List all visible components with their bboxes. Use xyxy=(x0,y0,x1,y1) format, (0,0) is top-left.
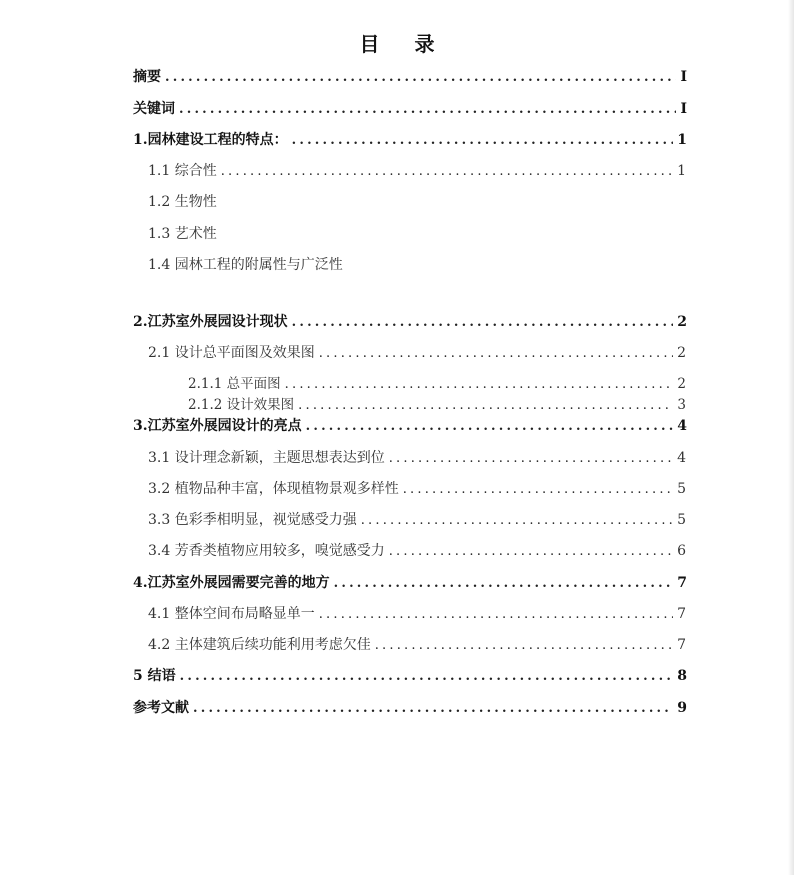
toc-entry-page: 8 xyxy=(677,668,687,684)
toc-entry-page: 7 xyxy=(677,606,686,622)
toc-entry-section-3-3 xyxy=(148,510,686,530)
toc-leader-dots xyxy=(180,667,674,687)
toc-entry-page: 3 xyxy=(677,397,686,413)
toc-entry-label: 3.2 植物品种丰富，体现植物景观多样性 xyxy=(148,481,399,497)
toc-entry-section-1-4 xyxy=(148,255,686,275)
toc-entry-page: 4 xyxy=(677,450,686,466)
toc-entry-page: 7 xyxy=(677,637,686,653)
toc-leader-dots xyxy=(193,699,673,719)
toc-entry-section-2-1-1 xyxy=(188,374,686,394)
toc-entry-label: 2.1 设计总平面图及效果图 xyxy=(148,345,315,361)
toc-entry-chapter-3 xyxy=(133,416,687,436)
toc-entry-section-3-4 xyxy=(148,541,686,561)
toc-entry-label: 3.江苏室外展园设计的亮点 xyxy=(133,418,302,434)
toc-entry-section-4-1 xyxy=(148,604,686,624)
toc-entry-page: 4 xyxy=(677,418,687,434)
toc-leader-dots xyxy=(375,636,673,656)
toc-entry-page: 1 xyxy=(677,163,686,179)
toc-entry-label: 1.园林建设工程的特点： xyxy=(133,132,288,148)
toc-leader-dots xyxy=(179,100,676,120)
toc-entry-page: 9 xyxy=(677,700,687,716)
page-title: 目 录 xyxy=(359,32,449,56)
toc-entry-label: 4.2 主体建筑后续功能利用考虑欠佳 xyxy=(148,637,371,653)
toc-entry-label: 2.江苏室外展园设计现状 xyxy=(133,314,288,330)
toc-entry-label: 2.1.1 总平面图 xyxy=(188,376,281,392)
toc-leader-dots xyxy=(403,480,673,500)
toc-entry-page: 1 xyxy=(677,132,687,148)
toc-entry-chapter-5 xyxy=(133,666,687,686)
toc-leader-dots xyxy=(292,313,674,333)
toc-entry-chapter-4 xyxy=(133,573,687,593)
toc-leader-dots xyxy=(221,162,673,182)
toc-leader-dots xyxy=(285,375,674,395)
toc-entry-page: 6 xyxy=(677,543,686,559)
toc-entry-page: I xyxy=(680,69,687,85)
toc-leader-dots xyxy=(165,68,676,88)
toc-entry-label: 1.2 生物性 xyxy=(148,194,217,210)
toc-entry-label: 3.3 色彩季相明显，视觉感受力强 xyxy=(148,512,357,528)
toc-entry-label: 2.1.2 设计效果图 xyxy=(188,397,295,413)
toc-entry-section-1-3 xyxy=(148,224,686,244)
toc-entry-page: 2 xyxy=(677,314,687,330)
toc-entry-section-4-2 xyxy=(148,635,686,655)
toc-entry-label: 3.1 设计理念新颖，主题思想表达到位 xyxy=(148,450,385,466)
toc-leader-dots xyxy=(389,449,673,469)
toc-entry-section-2-1 xyxy=(148,343,686,363)
toc-entry-section-1-1 xyxy=(148,161,686,181)
toc-entry-chapter-1 xyxy=(133,130,687,150)
toc-entry-references xyxy=(133,698,687,718)
toc-leader-dots xyxy=(334,574,674,594)
toc-leader-dots xyxy=(298,396,673,416)
toc-entry-label: 4.江苏室外展园需要完善的地方 xyxy=(133,575,330,591)
toc-entry-section-3-2 xyxy=(148,479,686,499)
toc-entry-page: I xyxy=(680,101,687,117)
toc-entry-page: 5 xyxy=(677,481,686,497)
toc-entry-label: 摘要 xyxy=(133,69,161,85)
toc-entry-label: 关键词 xyxy=(133,101,175,117)
toc-entry-chapter-2 xyxy=(133,312,687,332)
toc-entry-label: 1.4 园林工程的附属性与广泛性 xyxy=(148,257,343,273)
toc-leader-dots xyxy=(292,131,674,151)
toc-entry-page: 2 xyxy=(677,376,686,392)
toc-leader-dots xyxy=(361,511,673,531)
toc-entry-section-3-1 xyxy=(148,448,686,468)
toc-entry-page: 2 xyxy=(677,345,686,361)
toc-entry-section-1-2 xyxy=(148,192,686,212)
toc-leader-dots xyxy=(389,542,673,562)
toc-entry-label: 5 结语 xyxy=(133,668,176,684)
toc-entry-abstract xyxy=(133,67,687,87)
toc-entry-keywords xyxy=(133,99,687,119)
toc-entry-label: 参考文献 xyxy=(133,700,189,716)
toc-entry-label: 3.4 芳香类植物应用较多，嗅觉感受力 xyxy=(148,543,385,559)
toc-leader-dots xyxy=(306,417,674,437)
toc-entry-label: 1.1 综合性 xyxy=(148,163,217,179)
toc-entry-page: 5 xyxy=(677,512,686,528)
toc-entry-label: 1.3 艺术性 xyxy=(148,226,217,242)
toc-entry-label: 4.1 整体空间布局略显单一 xyxy=(148,606,315,622)
toc-leader-dots xyxy=(319,344,673,364)
page-edge-shadow xyxy=(788,0,794,875)
toc-entry-section-2-1-2 xyxy=(188,395,686,415)
toc-leader-dots xyxy=(319,605,673,625)
toc-entry-page: 7 xyxy=(677,575,687,591)
